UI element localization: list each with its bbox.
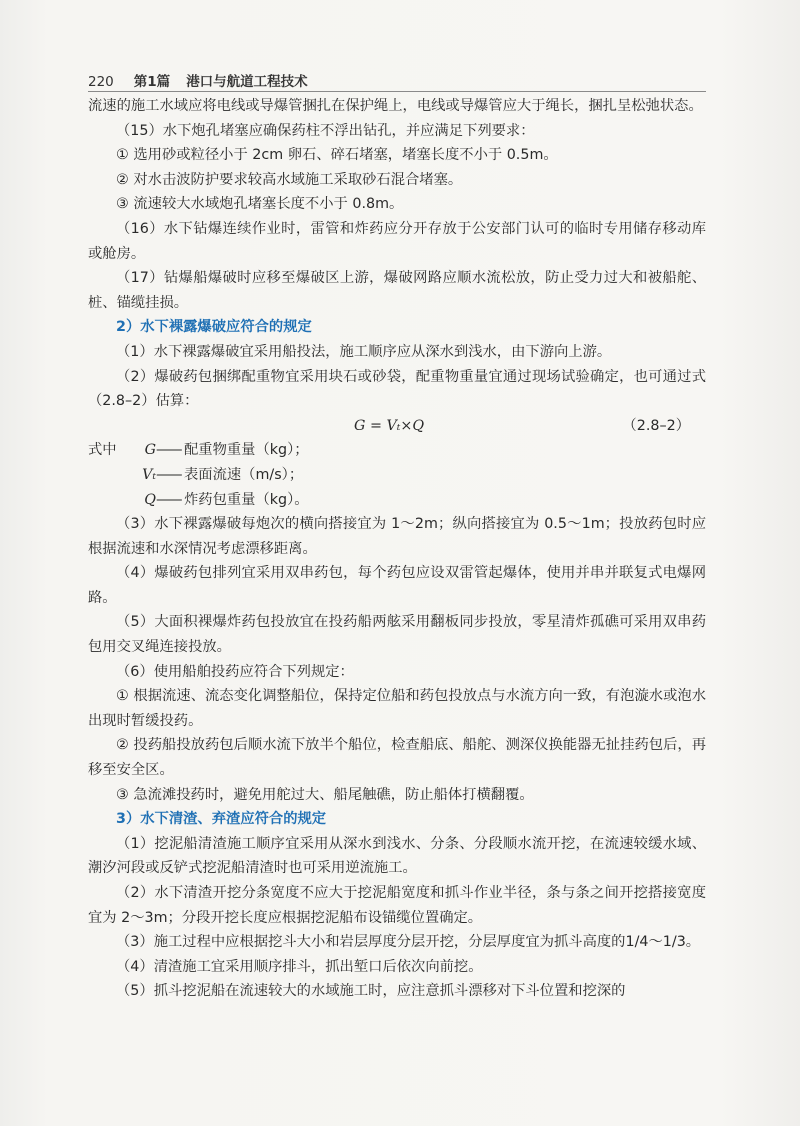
variable-definition <box>88 438 706 463</box>
paragraph: （2）水下清渣开挖分条宽度不应大于挖泥船宽度和抓斗作业半径，条与条之间开挖搭接宽度宜为 2～3m；分段开挖长度应根据挖泥船布设锚缆位置确定。 <box>88 885 706 926</box>
variable-lead: 式中 <box>88 442 117 459</box>
variable-symbol: Q <box>144 491 156 508</box>
equation-formula: G = Vₜ×Q <box>354 417 425 434</box>
paragraph: （2）爆破药包捆绑配重物宜采用块石或砂袋，配重物重量宜通过现场试验确定，也可通过式（2.8–2）估算： <box>88 368 706 410</box>
paragraph: ① 选用砂或粒径小于 2cm 卵石、碎石堵塞，堵塞长度不小于 0.5m。 <box>116 147 558 164</box>
equation-number: （2.8–2） <box>622 417 690 434</box>
variable-definition <box>88 488 706 513</box>
variable-dash: —— <box>156 491 181 508</box>
variable-symbol: Vₜ <box>142 466 156 483</box>
paragraph-group-2 <box>88 512 706 1004</box>
paragraph: （4）爆破药包排列宜采用双串药包，每个药包应设双雷管起爆体，使用并串并联复式电爆网路。 <box>88 565 706 606</box>
variable-definition <box>88 463 706 488</box>
variable-dash: —— <box>156 466 181 483</box>
paragraph: （3）施工过程中应根据挖斗大小和岩层厚度分层开挖，分层厚度宜为抓斗高度的1/4～1/3。 <box>116 934 701 951</box>
equation-line <box>88 414 706 439</box>
paragraph: （17）钻爆船爆破时应移至爆破区上游，爆破网路应顺水流松放，防止受力过大和被船舵、桩、锚缆挂损。 <box>88 270 706 311</box>
paragraph: （5）大面积裸爆炸药包投放宜在投药船两舷采用翻板同步投放，零星清炸孤礁可采用双串药包用交叉绳连接投放。 <box>88 614 706 656</box>
paragraph: （6）使用船舶投药应符合下列规定： <box>116 663 354 680</box>
paragraph: ② 对水击波防护要求较高水域施工采取砂石混合堵塞。 <box>116 171 463 188</box>
part-title: 港口与航道工程技术 <box>186 74 308 90</box>
variable-description: 表面流速（m/s）； <box>184 466 304 483</box>
page-number: 220 <box>88 74 114 90</box>
page-body <box>88 94 706 1004</box>
paragraph: （16）水下钻爆连续作业时，雷管和炸药应分开存放于公安部门认可的临时专用储存移动库或舱房。 <box>88 220 706 262</box>
paragraph: （5）抓斗挖泥船在流速较大的水域施工时，应注意抓斗漂移对下斗位置和挖深的 <box>116 983 626 1000</box>
paragraph: 流速的施工水域应将电线或导爆管捆扎在保护绳上，电线或导爆管应大于绳长，捆扎呈松弛状态。 <box>88 98 703 114</box>
paragraph-group-1 <box>88 94 706 414</box>
paragraph: （4）清渣施工宜采用顺序排斗，抓出堑口后依次向前挖。 <box>116 958 483 975</box>
paragraph: ③ 流速较大水域炮孔堵塞长度不小于 0.8m。 <box>116 196 404 213</box>
variable-symbol: G <box>144 442 156 459</box>
running-header <box>88 62 706 90</box>
part-label: 第1篇 <box>133 74 171 90</box>
paragraph: ① 根据流速、流态变化调整船位，保持定位船和药包投放点与水流方向一致，有泡漩水或泡水出现时暂缓投药。 <box>88 688 706 729</box>
header-rule <box>88 91 706 92</box>
paragraph: （1）水下裸露爆破宜采用船投法，施工顺序应从深水到浅水，由下游向上游。 <box>116 343 612 360</box>
variable-list <box>88 438 706 512</box>
variable-description: 炸药包重量（kg）。 <box>184 491 309 508</box>
paragraph: （15）水下炮孔堵塞应确保药柱不浮出钻孔，并应满足下列要求： <box>116 122 535 139</box>
paragraph: ③ 急流滩投药时，避免用舵过大、船尾触礁，防止船体打横翻覆。 <box>116 786 534 803</box>
variable-dash: —— <box>156 442 181 459</box>
section-heading: 2）水下裸露爆破应符合的规定 <box>116 319 312 336</box>
section-heading: 3）水下清渣、弃渣应符合的规定 <box>116 811 327 828</box>
paragraph: （1）挖泥船清渣施工顺序宜采用从深水到浅水、分条、分段顺水流开挖，在流速较缓水域、潮汐河段或反铲式挖泥船清渣时也可采用逆流施工。 <box>88 835 706 877</box>
paragraph: （3）水下裸露爆破每炮次的横向搭接宜为 1～2m；纵向搭接宜为 0.5～1m；投放药包时应根据流速和水深情况考虑漂移距离。 <box>88 516 706 557</box>
variable-description: 配重物重量（kg）； <box>184 442 309 459</box>
paragraph: ② 投药船投放药包后顺水流下放半个船位，检查船底、船舵、测深仪换能器无扯挂药包后，再移至安全区。 <box>88 737 706 779</box>
